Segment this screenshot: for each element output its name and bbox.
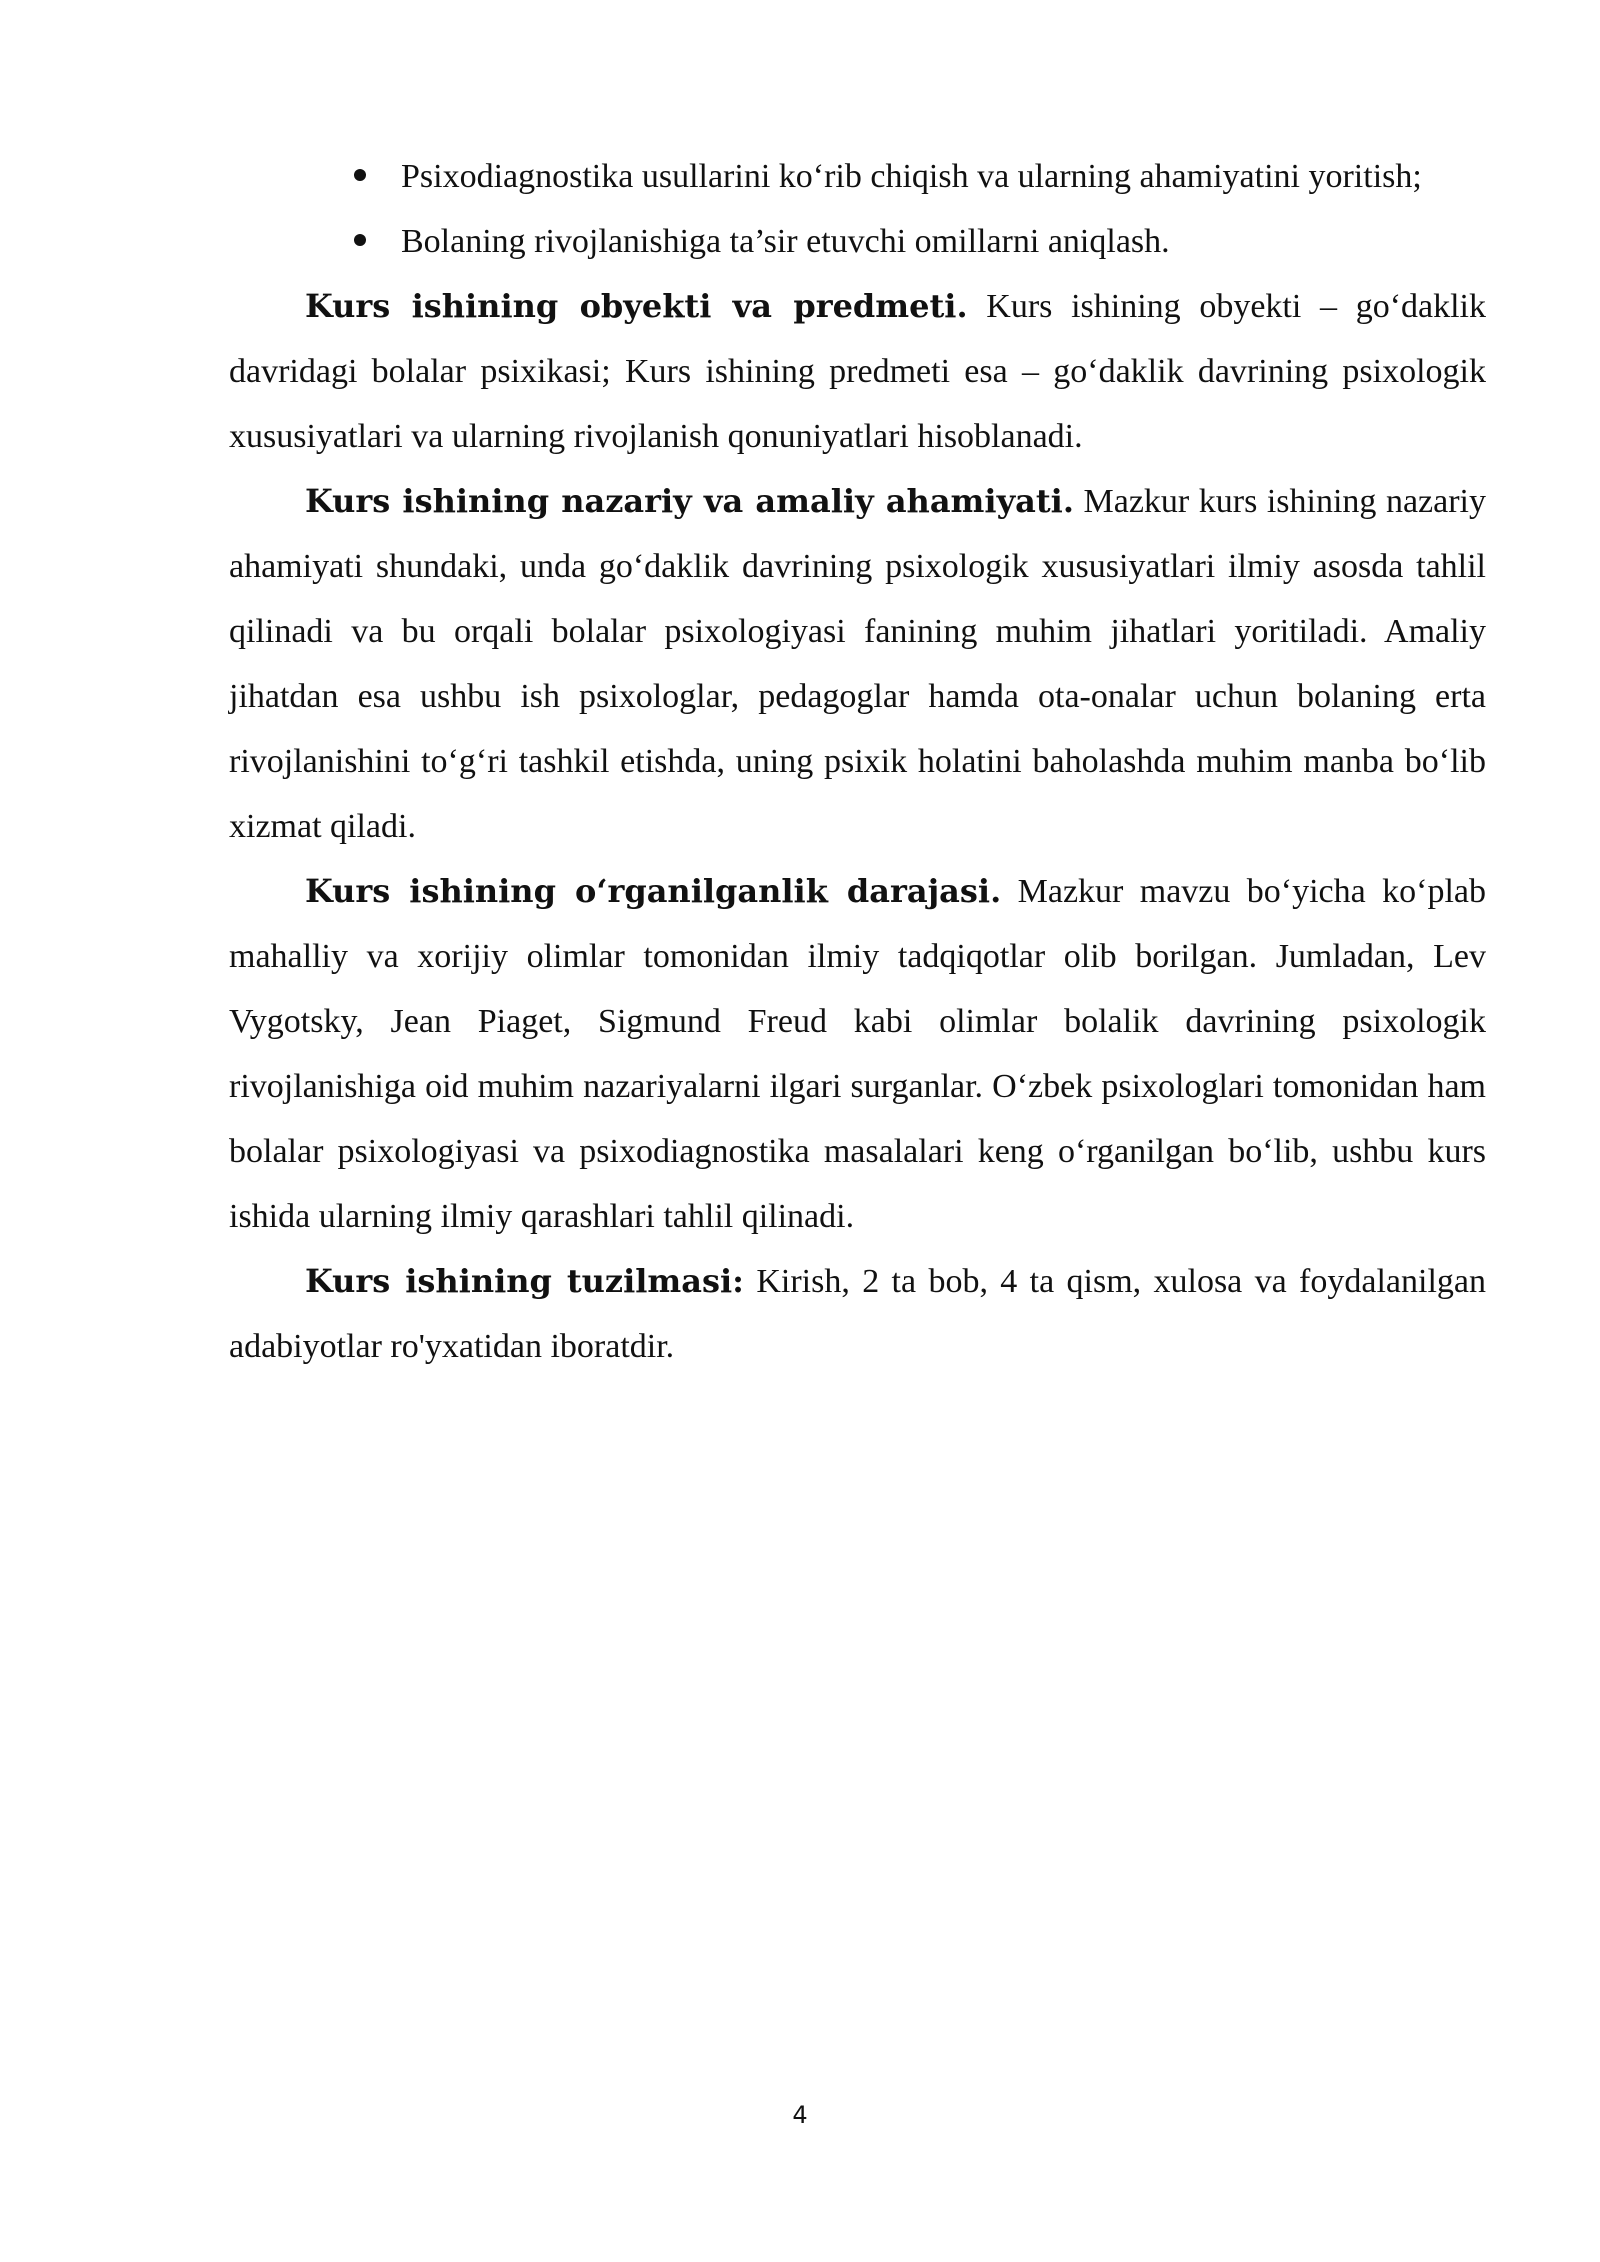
paragraph-text: Kurs ishining obyekti – go‘daklik davridagi bolalar psixikasi; Kurs ishining predmeti esa – go‘daklik davrining psixologik xususiyatlari va ularning rivojlanish qonuniyatlari hisoblanadi. — [229, 288, 1486, 455]
bullet-icon — [354, 234, 366, 246]
bullet-icon — [354, 169, 366, 181]
paragraph-heading: Kurs ishining o‘rganilganlik darajasi. — [305, 872, 1002, 910]
paragraph-object-subject — [229, 274, 1486, 469]
paragraph-significance — [229, 469, 1486, 859]
paragraph-heading: Kurs ishining obyekti va predmeti. — [305, 287, 968, 325]
list-item-text: Bolaning rivojlanishiga ta’sir etuvchi omillarni aniqlash. — [401, 223, 1170, 260]
paragraph-heading: Kurs ishining tuzilmasi: — [305, 1262, 744, 1300]
list-item — [229, 209, 1486, 274]
page-content — [229, 144, 1486, 1379]
paragraph-text: Mazkur kurs ishining nazariy ahamiyati shundaki, unda go‘daklik davrining psixologik xususiyatlari ilmiy asosda tahlil qilinadi va bu orqali bolalar psixologiyasi fanining muhim jihatlari yoritiladi. Amaliy jihatdan esa ushbu ish psixologlar, pedagoglar hamda ota-onalar uchun bolaning erta rivojlanishini to‘g‘ri tashkil etishda, uning psixik holatini baholashda muhim manba bo‘lib xizmat qiladi. — [229, 483, 1486, 845]
paragraph-structure — [229, 1249, 1486, 1379]
page-number: 4 — [792, 2101, 808, 2129]
paragraph-heading: Kurs ishining nazariy va amaliy ahamiyati. — [305, 482, 1074, 520]
paragraph-study-level — [229, 859, 1486, 1249]
paragraph-text: Mazkur mavzu bo‘yicha ko‘plab mahalliy va xorijiy olimlar tomonidan ilmiy tadqiqotlar olib borilgan. Jumladan, Lev Vygotsky, Jean Piaget, Sigmund Freud kabi olimlar bolalik davrining psixologik rivojlanishiga oid muhim nazariyalarni ilgari surganlar. O‘zbek psixologlari tomonidan ham bolalar psixologiyasi va psixodiagnostika masalalari keng o‘rganilgan bo‘lib, ushbu kurs ishida ularning ilmiy qarashlari tahlil qilinadi. — [229, 873, 1486, 1235]
list-item — [229, 144, 1486, 209]
objectives-list — [229, 144, 1486, 274]
list-item-text: Psixodiagnostika usullarini ko‘rib chiqish va ularning ahamiyatini yoritish; — [401, 158, 1422, 195]
paragraph-text: Kirish, 2 ta bob, 4 ta qism, xulosa va foydalanilgan adabiyotlar ro'yxatidan iboratdir. — [229, 1263, 1486, 1365]
